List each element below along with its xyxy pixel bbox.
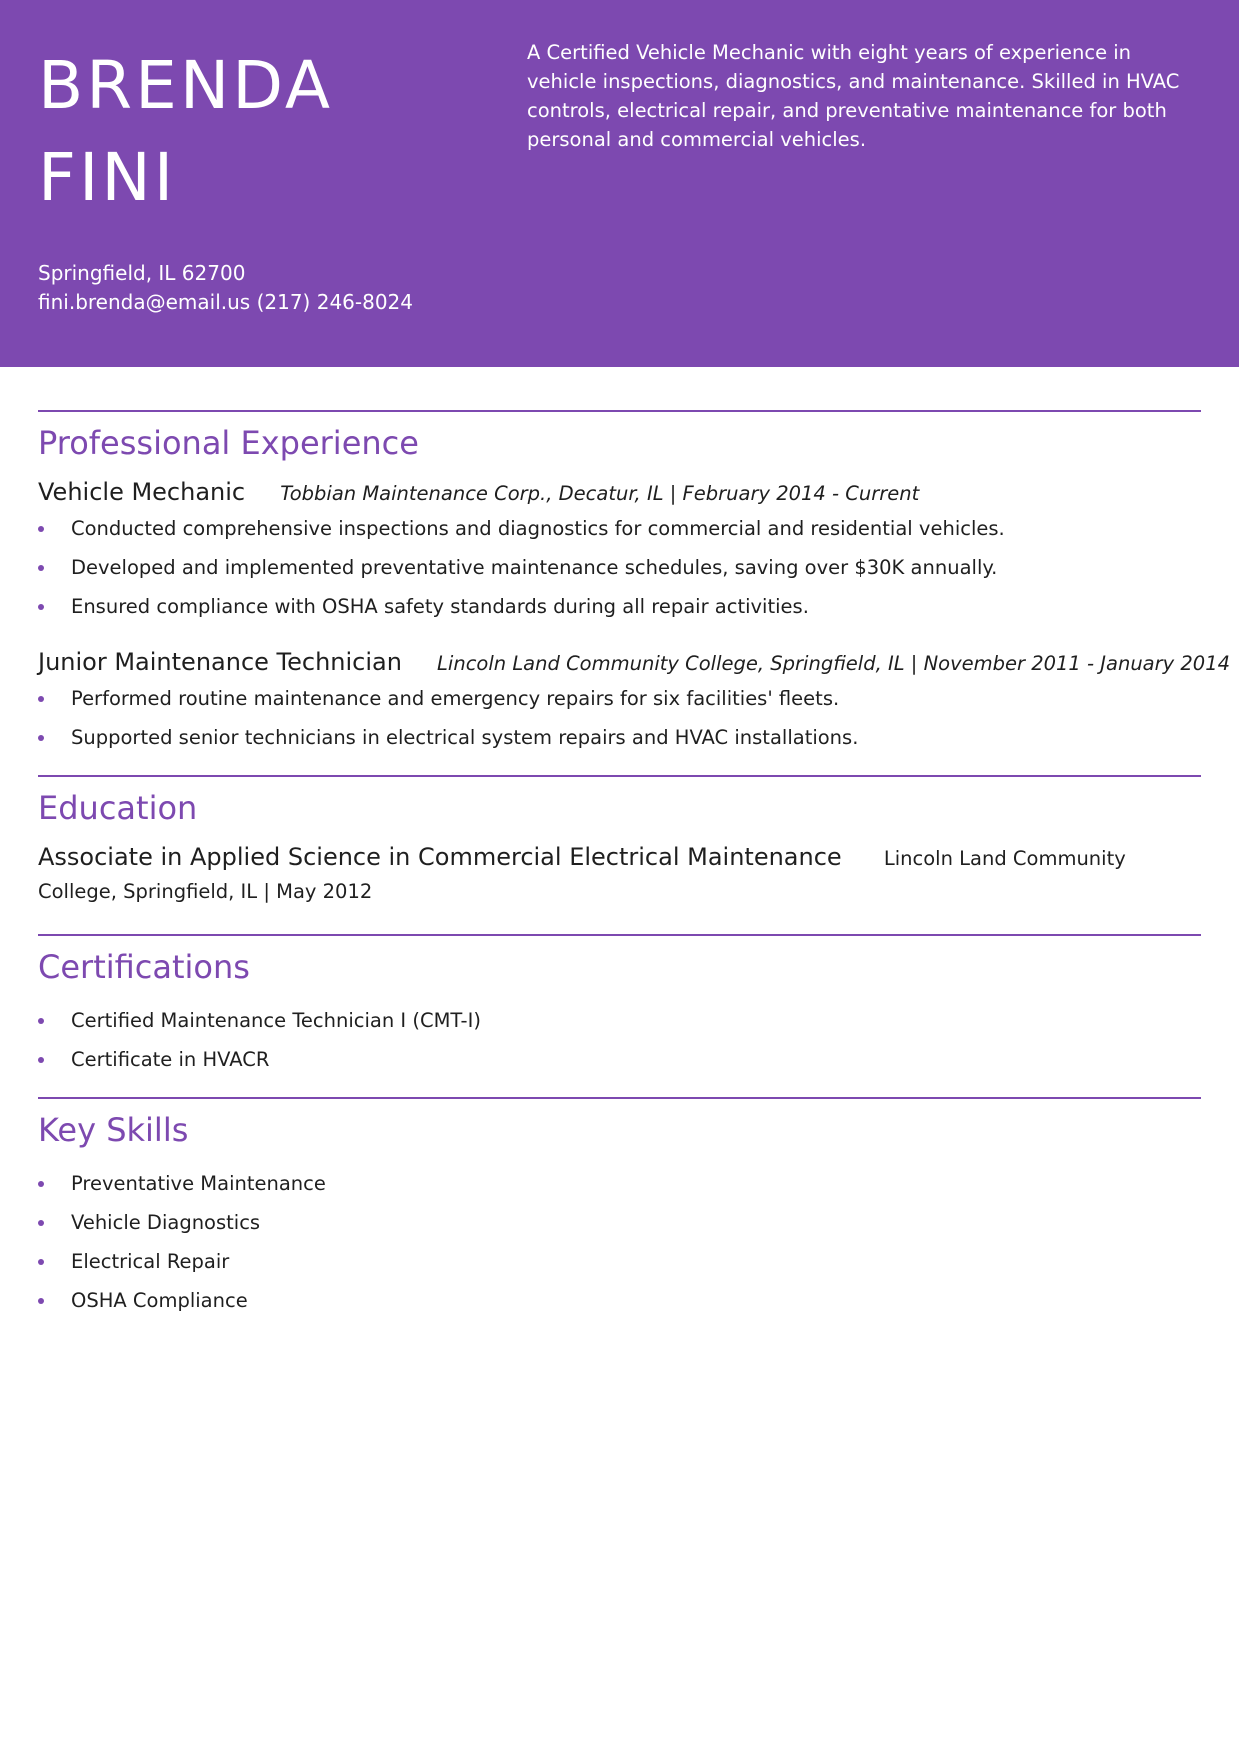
list-item: Vehicle Diagnostics [38, 1210, 1201, 1236]
contact-info [38, 259, 413, 317]
education-section [38, 775, 1201, 908]
section-title-experience: Professional Experience [38, 424, 419, 462]
bullet-icon [38, 604, 44, 610]
skills-section [38, 1097, 1201, 1314]
list-item: Supported senior technicians in electrical system repairs and HVAC installations. [38, 725, 1201, 751]
experience-section [38, 410, 1231, 751]
education-entry [38, 841, 1201, 908]
location: Springfield, IL 62700 [38, 261, 246, 285]
section-title-education: Education [38, 789, 198, 827]
job-entry [38, 648, 1231, 751]
job-title: Junior Maintenance Technician [38, 648, 402, 676]
bullet-icon [38, 526, 44, 532]
school: Lincoln Land Community College, Springfield, IL | May 2012 [38, 847, 1126, 903]
section-title-certifications: Certifications [38, 948, 250, 986]
bullet-icon [38, 1220, 44, 1226]
list-item: Conducted comprehensive inspections and diagnostics for commercial and residential vehicles. [38, 516, 1201, 542]
certifications-section [38, 934, 1201, 1073]
candidate-name [38, 40, 333, 224]
list-item: Certified Maintenance Technician I (CMT-I) [38, 1008, 1201, 1034]
last-name: FINI [38, 139, 177, 216]
first-name: BRENDA [38, 47, 334, 124]
summary: A Certified Vehicle Mechanic with eight years of experience in vehicle inspections, diagnostics, and maintenance. Skilled in HVAC controls, electrical repair, and preventative maintenance for both personal and commercial vehicles. [527, 41, 1180, 151]
resume-body [38, 410, 1231, 1327]
bullet-icon [38, 1259, 44, 1265]
bullet-icon [38, 1018, 44, 1024]
list-item: Ensured compliance with OSHA safety standards during all repair activities. [38, 594, 1201, 620]
bullet-icon [38, 1057, 44, 1063]
list-item: Developed and implemented preventative maintenance schedules, saving over $30K annually. [38, 555, 1201, 581]
job-meta: Lincoln Land Community College, Springfield, IL | November 2011 - January 2014 [437, 652, 1231, 675]
job-title: Vehicle Mechanic [38, 478, 246, 506]
list-item: OSHA Compliance [38, 1288, 1201, 1314]
bullet-icon [38, 565, 44, 571]
list-item: Preventative Maintenance [38, 1171, 1201, 1197]
job-meta: Tobbian Maintenance Corp., Decatur, IL | February 2014 - Current [280, 482, 920, 505]
bullet-icon [38, 735, 44, 741]
phone: (217) 246-8024 [256, 290, 414, 314]
bullet-icon [38, 1298, 44, 1304]
list-item: Electrical Repair [38, 1249, 1201, 1275]
bullet-icon [38, 1181, 44, 1187]
section-title-skills: Key Skills [38, 1111, 189, 1149]
email: fini.brenda@email.us [38, 290, 251, 314]
degree: Associate in Applied Science in Commercial Electrical Maintenance [38, 843, 842, 871]
list-item: Certificate in HVACR [38, 1047, 1201, 1073]
resume-header [0, 0, 1239, 367]
job-entry [38, 478, 1201, 620]
bullet-icon [38, 696, 44, 702]
list-item: Performed routine maintenance and emergency repairs for six facilities' fleets. [38, 686, 1201, 712]
